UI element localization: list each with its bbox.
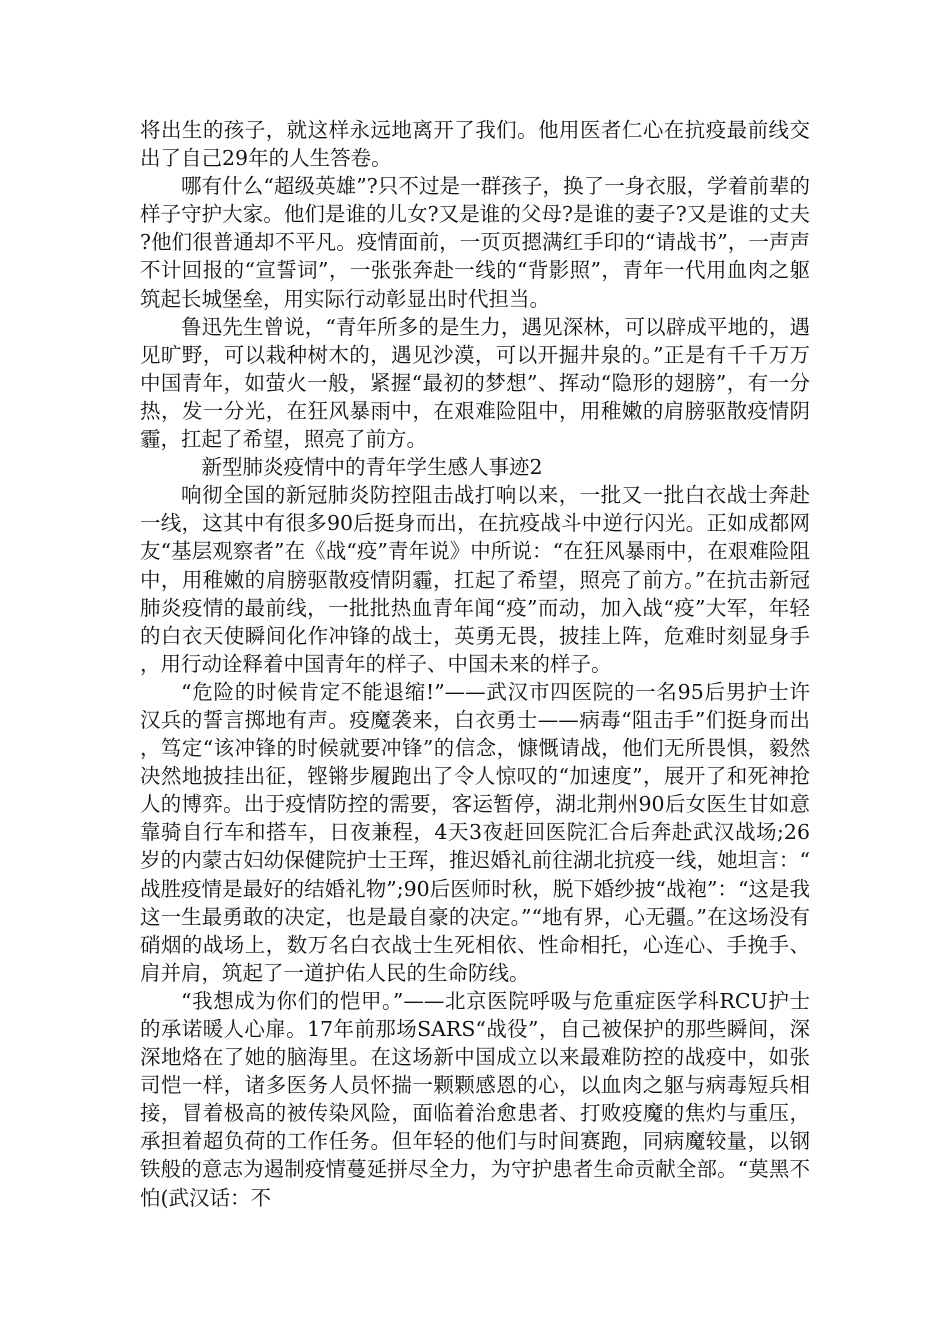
document-body (140, 116, 810, 1212)
paragraph-never-retreat: “危险的时候肯定不能退缩!”——武汉市四医院的一名95后男护士许汉兵的誓言掷地有声。疫魔袭来，白衣勇士——病毒“阻击手”们挺身而出，笃定“该冲锋的时候就要冲锋”的信念，慷慨请战，他们无所畏惧，毅然决然地披挂出征，铿锵步履跑出了令人惊叹的“加速度”，展开了和死神抢人的博弈。出于疫情防控的需要，客运暂停，湖北荆州90后女医生甘如意靠骑自行车和搭车，日夜兼程，4天3夜赶回医院汇合后奔赴武汉战场;26岁的内蒙古妇幼保健院护士王珲，推迟婚礼前往湖北抗疫一线，她坦言：“战胜疫情是最好的结婚礼物”;90后医师时秋，脱下婚纱披“战袍”：“这是我这一生最勇敢的决定，也是最自豪的决定。”“地有界，心无疆。”在这场没有硝烟的战场上，数万名白衣战士生死相依、性命相托，心连心、手挽手、肩并肩，筑起了一道护佑人民的生命防线。 (140, 679, 810, 985)
paragraph-armor-promise: “我想成为你们的恺甲。”——北京医院呼吸与危重症医学科RCU护士的承诺暖人心扉。17年前那场SARS“战役”，自己被保护的那些瞬间，深深地烙在了她的脑海里。在这场新中国成立以来最难防控的战疫中，如张司恺一样，诸多医务人员怀揣一颗颗感恩的心，以血肉之躯与病毒短兵相接，冒着极高的被传染风险，面临着治愈患者、打败疫魔的焦灼与重压，承担着超负荷的工作任务。但年轻的他们与时间赛跑，同病魔较量，以钢铁般的意志为遏制疫情蔓延拼尽全力，为守护患者生命贡献全部。“莫黑不怕(武汉话：不 (140, 988, 810, 1210)
paragraph-lu-xun-quote: 鲁迅先生曾说，“青年所多的是生力，遇见深林，可以辟成平地的，遇见旷野，可以栽种树木的，遇见沙漠，可以开掘井泉的。”正是有千千万万中国青年，如萤火一般，紧握“最初的梦想”、挥动“隐形的翅膀”，有一分热，发一分光，在狂风暴雨中，在艰难险阻中，用稚嫩的肩膀驱散疫情阴霾，扛起了希望，照亮了前方。 (140, 314, 810, 452)
paragraph-super-heroes: 哪有什么“超级英雄”?只不过是一群孩子，换了一身衣服，学着前辈的样子守护大家。他们是谁的儿女?又是谁的父母?是谁的妻子?又是谁的丈夫?他们很普通却不平凡。疫情面前，一页页摁满红手印的“请战书”，一声声不计回报的“宣誓词”，一张张奔赴一线的“背影照”，青年一代用血肉之躯筑起长城堡垒，用实际行动彰显出时代担当。 (140, 174, 810, 311)
paragraph-post-90s-fighters: 响彻全国的新冠肺炎防控阻击战打响以来，一批又一批白衣战士奔赴一线，这其中有很多90后挺身而出，在抗疫战斗中逆行闪光。正如成都网友“基层观察者”在《战“疫”青年说》中所说：“在狂风暴雨中，在艰难险阻中，用稚嫩的肩膀驱散疫情阴霾，扛起了希望，照亮了前方。”在抗击新冠肺炎疫情的最前线，一批批热血青年闻“疫”而动，加入战“疫”大军，年轻的白衣天使瞬间化作冲锋的战士，英勇无畏，披挂上阵，危难时刻显身手，用行动诠释着中国青年的样子、中国未来的样子。 (140, 483, 810, 676)
section-heading: 新型肺炎疫情中的青年学生感人事迹2 (201, 455, 543, 480)
paragraph-continuation: 将出生的孩子，就这样永远地离开了我们。他用医者仁心在抗疫最前线交出了自己29年的人生答卷。 (140, 118, 810, 171)
